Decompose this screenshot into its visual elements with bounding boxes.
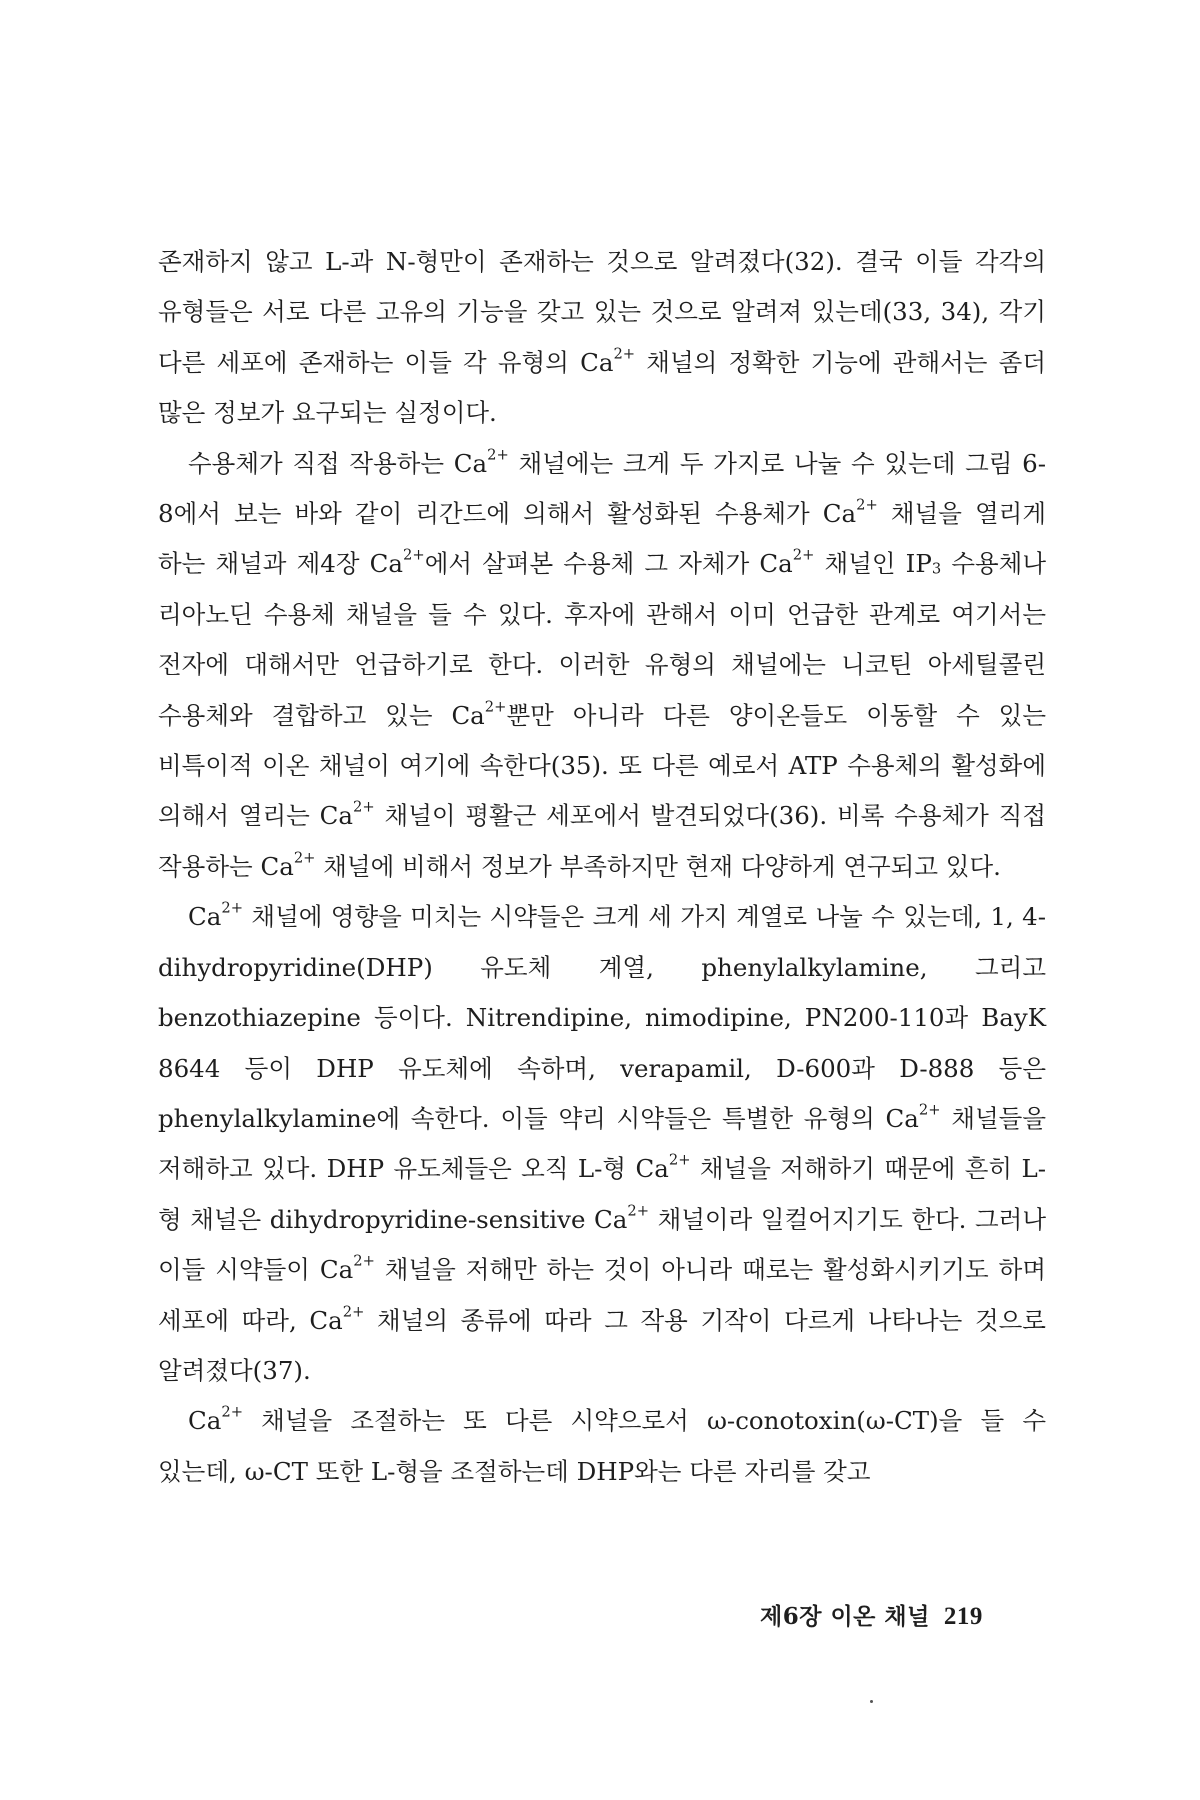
sup-text: 2+ <box>353 1252 375 1270</box>
sup-text: 2+ <box>353 798 375 816</box>
sup-text: 2+ <box>484 698 507 716</box>
sup-text: 2+ <box>792 546 815 564</box>
sup-text: 2+ <box>293 849 316 867</box>
sub-text: 3 <box>931 560 942 578</box>
text-run: 뿐만 아니라 다른 양이온들도 이동할 수 있는 비특이적 이온 채널이 여기에 속한다(35). 또 다른 예로서 ATP 수용체의 활성화에 의해서 열리는 Ca <box>158 700 1046 831</box>
text-run: 수용체가 직접 작용하는 Ca <box>188 448 488 478</box>
text-run: 채널을 조절하는 또 다른 시약으로서 ω-conotoxin(ω-CT)을 들 수 있는데, ω-CT 또한 L-형을 조절하는데 DHP와는 다른 자리를 갖고 <box>158 1406 1046 1486</box>
sup-text: 2+ <box>221 1403 244 1421</box>
sup-text: 2+ <box>221 899 244 917</box>
sup-text: 2+ <box>668 1151 691 1169</box>
sup-text: 2+ <box>856 496 878 514</box>
sup-text: 2+ <box>918 1101 941 1119</box>
paragraph-2 <box>158 439 1046 893</box>
page-footer <box>760 1598 1060 1631</box>
text-run: 채널을 열리게 하는 채널과 제4장 Ca <box>158 499 1046 579</box>
text-run: 채널을 저해하기 때문에 흔히 L-형 채널은 dihydropyridine-sensitive Ca <box>158 1154 1046 1234</box>
page-number: 219 <box>943 1603 983 1630</box>
paragraph-3 <box>158 892 1046 1396</box>
text-run: 수용체나 리아노딘 수용체 채널을 들 수 있다. 후자에 관해서 이미 언급한 관계로 여기서는 전자에 대해서만 언급하기로 한다. 이러한 유형의 채널에는 니코틴 아세틸콜린 수용체와 결합하고 있는 Ca <box>158 549 1046 730</box>
paragraph-1 <box>158 237 1046 439</box>
text-run: 채널의 종류에 따라 그 작용 기작이 다르게 나타나는 것으로 알려졌다(37). <box>158 1305 1046 1385</box>
sup-text: 2+ <box>403 546 425 564</box>
text-run: Ca <box>188 902 222 932</box>
chapter-title: 제6장 이온 채널 <box>760 1603 930 1630</box>
text-run: Ca <box>188 1406 222 1436</box>
text-run: 채널이라 일컬어지기도 한다. 그러나 이들 시약들이 Ca <box>158 1204 1046 1285</box>
sup-text: 2+ <box>613 345 636 363</box>
text-run: 채널이 평활근 세포에서 발견되었다(36). 비록 수용체가 직접 작용하는 Ca <box>158 801 1047 881</box>
text-run: 채널들을 저해하고 있다. DHP 유도체들은 오직 L-형 Ca <box>158 1103 1046 1184</box>
scan-speck <box>870 1700 873 1703</box>
text-run: 채널을 저해만 하는 것이 아니라 때로는 활성화시키기도 하며 세포에 따라, Ca <box>158 1255 1046 1335</box>
text-run: 채널에 비해서 정보가 부족하지만 현재 다양하게 연구되고 있다. <box>315 851 1001 881</box>
sup-text: 2+ <box>342 1303 365 1321</box>
text-run: 채널인 IP <box>814 549 932 579</box>
text-run: 채널에 영향을 미치는 시약들은 크게 세 가지 계열로 나눌 수 있는데, 1, 4-dihydropyridine(DHP) 유도체 계열, phenylalkylamine, 그리고 benzothiazepine 등이다. Nitrendipine, nimodipine, PN200-110과 BayK 8644 등이 DHP 유도체에 속하며, verapamil, D-600과 D-888 등은 phenylalkylamine에 속한다. 이들 약리 시약들은 특별한 유형의 Ca <box>158 902 1046 1133</box>
text-run: 에서 살펴본 수용체 그 자체가 Ca <box>424 549 793 579</box>
text-run: 채널의 정확한 기능에 관해서는 좀더 많은 정보가 요구되는 실정이다. <box>158 347 1046 428</box>
page-body <box>158 237 1046 1497</box>
text-run: 존재하지 않고 L-과 N-형만이 존재하는 것으로 알려졌다(32). 결국 이들 각각의 유형들은 서로 다른 고유의 기능을 갖고 있는 것으로 알려져 있는데(33, 34), 각기 다른 세포에 존재하는 이들 각 유형의 Ca <box>158 247 1046 377</box>
text-run: 채널에는 크게 두 가지로 나눌 수 있는데 그림 6-8에서 보는 바와 같이 리간드에 의해서 활성화된 수용체가 Ca <box>158 448 1046 529</box>
paragraph-4 <box>158 1396 1046 1497</box>
sup-text: 2+ <box>487 446 509 464</box>
sup-text: 2+ <box>627 1202 650 1220</box>
